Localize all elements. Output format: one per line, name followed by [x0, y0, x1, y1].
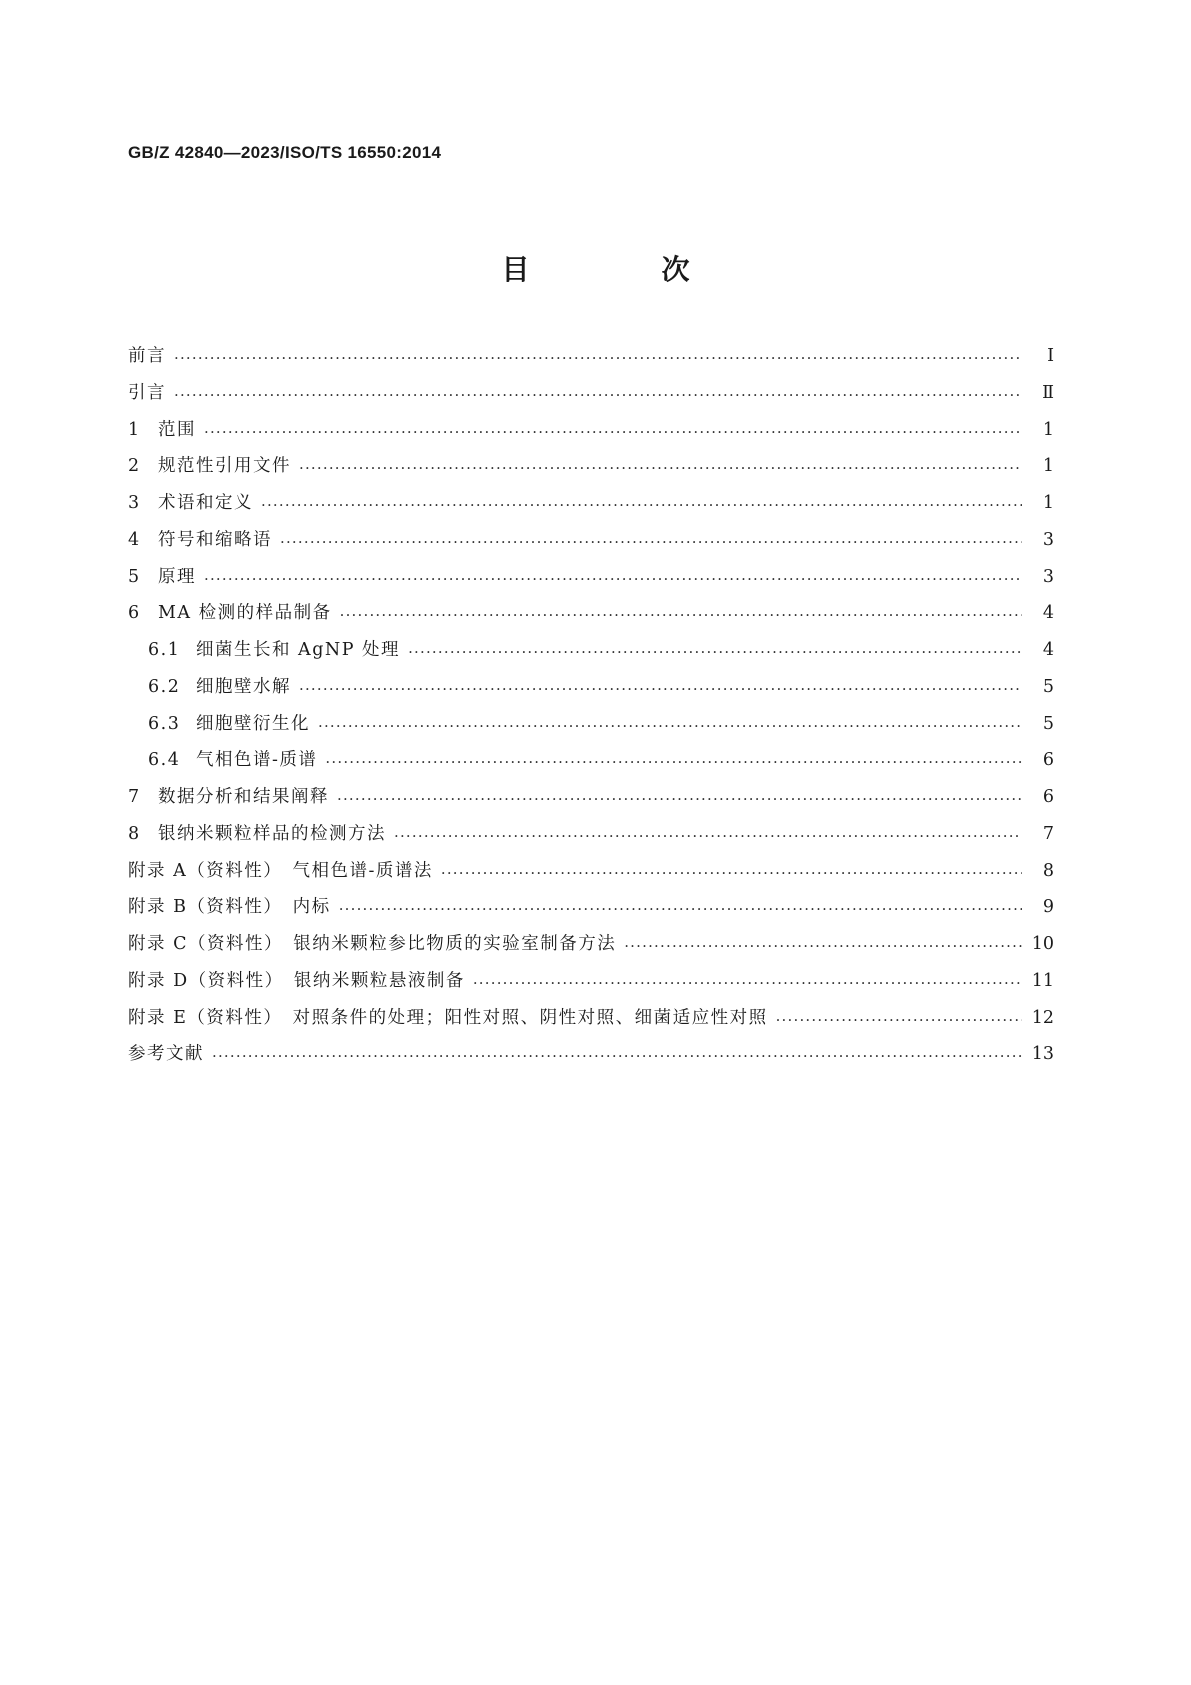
toc-entry-3[interactable] [128, 489, 1054, 526]
toc-label: 规范性引用文件 [158, 456, 291, 477]
toc-page-number: Ⅰ [1047, 346, 1054, 366]
toc-leader [212, 1046, 1022, 1064]
toc-section-number: 5 [128, 566, 141, 587]
standard-number-header: GB/Z 42840—2023/ISO/TS 16550:2014 [128, 143, 442, 162]
toc-page-number: 11 [1031, 970, 1054, 991]
toc-section-number: 6.2 [148, 676, 181, 697]
toc-entry-6-1[interactable] [128, 636, 1054, 673]
toc-leader [204, 569, 1022, 587]
toc-entry-2[interactable] [128, 452, 1054, 489]
toc-entry-annex-e[interactable] [128, 1004, 1054, 1041]
toc-leader [204, 422, 1022, 440]
toc-page-number: 5 [1042, 713, 1054, 734]
toc-label: 附录 B（资料性） 内标 [128, 897, 331, 918]
toc-entry-annex-a[interactable] [128, 857, 1054, 894]
toc-section-number: 6 [128, 603, 141, 624]
toc-page-number: 12 [1031, 1007, 1054, 1028]
toc-leader [174, 348, 1022, 366]
toc-entry-annex-d[interactable] [128, 967, 1054, 1004]
toc-label: 气相色谱-质谱 [196, 750, 318, 771]
toc-entry-6[interactable] [128, 599, 1054, 636]
toc-label: 参考文献 [128, 1044, 204, 1065]
toc-page-number: 6 [1042, 787, 1054, 807]
toc-page-number: 1 [1042, 419, 1054, 440]
toc-page-number: 7 [1042, 823, 1054, 844]
toc-page-number: 10 [1031, 934, 1054, 954]
toc-page-number: 5 [1042, 676, 1054, 697]
toc-entry-6-2[interactable] [128, 673, 1054, 710]
toc-leader [339, 899, 1022, 917]
toc-leader [624, 936, 1022, 954]
toc-page-number: Ⅱ [1042, 382, 1054, 403]
toc-entry-bibliography[interactable] [128, 1040, 1054, 1077]
toc-leader [340, 605, 1022, 623]
toc-label: 引言 [128, 382, 166, 403]
toc-leader [261, 495, 1022, 513]
toc-leader [174, 385, 1022, 403]
toc-label: 符号和缩略语 [158, 529, 272, 550]
toc-section-number: 2 [128, 456, 141, 477]
table-of-contents [128, 342, 1054, 1077]
toc-leader [318, 716, 1022, 734]
toc-label: MA 检测的样品制备 [158, 603, 332, 624]
toc-label: 细胞壁水解 [196, 676, 291, 697]
toc-entry-1[interactable] [128, 416, 1054, 453]
toc-page-number: 3 [1042, 529, 1054, 550]
toc-page-number: 13 [1031, 1044, 1054, 1065]
page-title: 目 次 [501, 253, 742, 286]
toc-entry-foreword[interactable] [128, 342, 1054, 379]
toc-entry-6-3[interactable] [128, 710, 1054, 747]
toc-label: 细胞壁衍生化 [196, 713, 310, 734]
toc-section-number: 4 [128, 529, 141, 550]
toc-page-number: 8 [1042, 860, 1054, 881]
toc-page-number: 9 [1042, 897, 1054, 918]
toc-section-number: 8 [128, 823, 141, 844]
toc-label: 附录 E（资料性） 对照条件的处理；阳性对照、阴性对照、细菌适应性对照 [128, 1007, 768, 1028]
toc-label: 术语和定义 [158, 493, 253, 513]
toc-entry-6-4[interactable] [128, 746, 1054, 783]
toc-entry-annex-b[interactable] [128, 893, 1054, 930]
toc-section-number: 7 [128, 787, 141, 807]
toc-label: 前言 [128, 346, 166, 366]
toc-leader [441, 863, 1022, 881]
toc-leader [299, 458, 1022, 476]
toc-label: 附录 C（资料性） 银纳米颗粒参比物质的实验室制备方法 [128, 934, 617, 954]
toc-page-number: 6 [1042, 750, 1054, 771]
toc-entry-7[interactable] [128, 783, 1054, 820]
toc-page-number: 4 [1042, 603, 1054, 624]
toc-leader [299, 679, 1022, 697]
toc-label: 银纳米颗粒样品的检测方法 [158, 823, 386, 844]
toc-section-number: 6.4 [148, 750, 181, 771]
toc-entry-5[interactable] [128, 563, 1054, 600]
toc-label: 原理 [158, 566, 196, 587]
toc-leader [473, 973, 1022, 991]
toc-entry-4[interactable] [128, 526, 1054, 563]
toc-section-number: 6.3 [148, 713, 181, 734]
toc-leader [394, 826, 1022, 844]
toc-leader [776, 1010, 1022, 1028]
toc-page-number: 1 [1042, 493, 1054, 513]
toc-page-number: 3 [1042, 566, 1054, 587]
toc-section-number: 3 [128, 493, 141, 513]
toc-leader [408, 642, 1022, 660]
toc-entry-introduction[interactable] [128, 379, 1054, 416]
toc-section-number: 6.1 [148, 640, 181, 660]
toc-leader [337, 789, 1022, 807]
toc-page-number: 1 [1042, 456, 1054, 477]
toc-label: 附录 D（资料性） 银纳米颗粒悬液制备 [128, 970, 465, 991]
toc-label: 数据分析和结果阐释 [158, 787, 329, 807]
toc-entry-annex-c[interactable] [128, 930, 1054, 967]
toc-leader [325, 752, 1022, 770]
toc-leader [280, 532, 1022, 550]
toc-page-number: 4 [1042, 640, 1054, 660]
toc-section-number: 1 [128, 419, 141, 440]
toc-label: 附录 A（资料性） 气相色谱-质谱法 [128, 860, 433, 881]
toc-label: 范围 [158, 419, 196, 440]
toc-entry-8[interactable] [128, 820, 1054, 857]
toc-label: 细菌生长和 AgNP 处理 [196, 640, 401, 660]
